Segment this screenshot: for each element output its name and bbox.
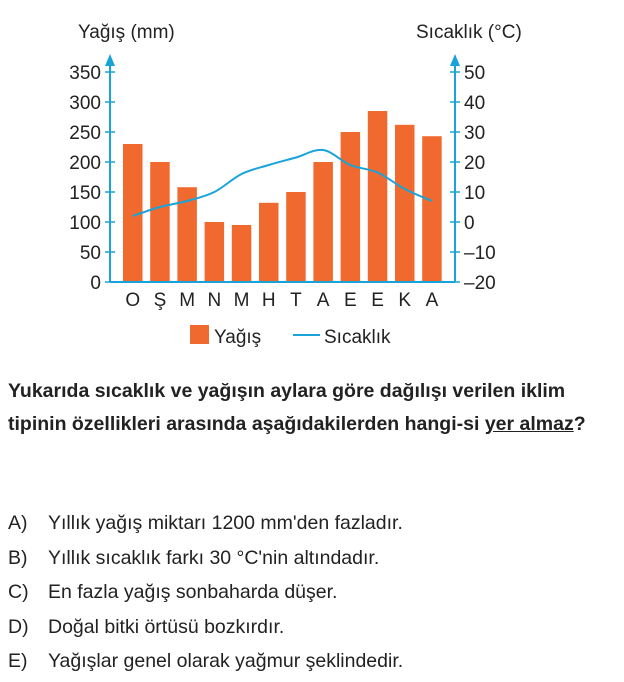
- precip-tick-label: 50: [79, 243, 101, 264]
- month-label: A: [425, 290, 439, 311]
- precip-tick-label: 100: [69, 213, 101, 234]
- month-label: O: [125, 290, 141, 311]
- month-label: A: [316, 290, 330, 311]
- precip-axis-title: Yağış (mm): [78, 22, 175, 43]
- temp-tick-label: 20: [464, 153, 486, 174]
- precip-tick-label: 350: [69, 63, 101, 84]
- precip-bar: [205, 222, 225, 282]
- precip-bar: [232, 225, 252, 282]
- option-text: Doğal bitki örtüsü bozkırdır.: [48, 615, 285, 638]
- temp-tick-label: 40: [464, 93, 486, 114]
- month-label: T: [290, 290, 302, 311]
- month-label: M: [179, 290, 196, 311]
- option-letter: D): [8, 615, 29, 638]
- precip-axis-arrow: [105, 54, 115, 66]
- option-text: Yıllık sıcaklık farkı 30 °C'nin altındadır.: [48, 546, 380, 569]
- precip-bar: [313, 162, 333, 282]
- answer-options: [8, 506, 620, 679]
- precip-bar: [286, 192, 306, 282]
- temp-tick-label: –10: [464, 243, 496, 264]
- option-letter: C): [8, 581, 29, 603]
- precip-bar: [259, 203, 279, 282]
- temp-tick-label: 0: [464, 213, 475, 234]
- month-label: Ş: [153, 290, 167, 311]
- question-emphasis: yer almaz: [484, 413, 574, 435]
- legend-bar-label: Yağış: [214, 327, 262, 348]
- temp-tick-label: –20: [464, 273, 496, 294]
- option-text: En fazla yağış sonbaharda düşer.: [48, 581, 338, 603]
- precip-bar: [395, 125, 415, 282]
- precip-bar: [341, 132, 361, 282]
- precip-bar: [422, 136, 442, 282]
- question-main: Yukarıda sıcaklık ve yağışın aylara göre dağılışı verilen iklim tipinin özellikleri arasında aşağıdakilerden hangi-si: [8, 380, 566, 435]
- option-letter: B): [8, 546, 28, 569]
- precip-bar: [368, 111, 388, 282]
- legend-line-label: Sıcaklık: [324, 327, 391, 348]
- month-label: H: [261, 290, 276, 311]
- month-label: E: [344, 290, 357, 311]
- month-label: K: [398, 290, 412, 311]
- option-letter: A): [8, 512, 28, 534]
- question-text: [8, 375, 620, 441]
- precip-tick-label: 200: [69, 153, 101, 174]
- temp-tick-label: 30: [464, 123, 486, 144]
- option-a[interactable]: [8, 506, 620, 541]
- option-e[interactable]: [8, 644, 620, 679]
- precip-tick-label: 150: [69, 183, 101, 204]
- option-text: Yıllık yağış miktarı 1200 mm'den fazladır.: [48, 512, 403, 534]
- month-labels: [125, 290, 438, 311]
- temp-axis-title: Sıcaklık (°C): [416, 22, 522, 43]
- legend: [190, 325, 391, 348]
- question-mark: ?: [573, 413, 586, 435]
- option-d[interactable]: [8, 610, 620, 645]
- month-label: M: [233, 290, 250, 311]
- option-text: Yağışlar genel olarak yağmur şeklindedir.: [48, 650, 404, 672]
- option-b[interactable]: [8, 541, 620, 576]
- legend-bar-swatch: [190, 325, 209, 344]
- temp-tick-label: 50: [464, 63, 486, 84]
- option-c[interactable]: [8, 575, 620, 610]
- option-letter: E): [8, 650, 28, 672]
- precip-bar: [150, 162, 170, 282]
- precip-bars: [123, 111, 442, 282]
- precip-tick-label: 300: [69, 93, 101, 114]
- precip-tick-label: 0: [90, 273, 101, 294]
- month-label: E: [371, 290, 384, 311]
- precip-tick-label: 250: [69, 123, 101, 144]
- month-label: N: [207, 290, 222, 311]
- temp-axis-arrow: [450, 54, 460, 66]
- temp-tick-label: 10: [464, 183, 486, 204]
